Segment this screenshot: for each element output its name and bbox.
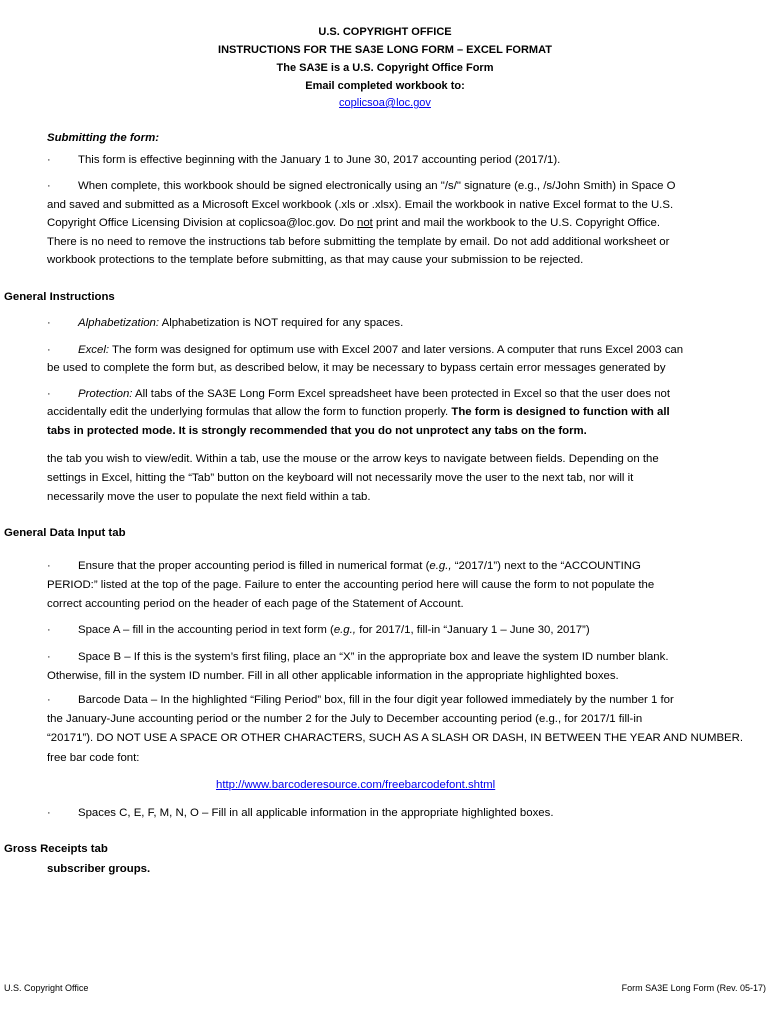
data-p1-line1	[78, 559, 641, 573]
excel-line2: be used to complete the form but, as described below, it may be necessary to bypass certain error messages generated by	[47, 362, 666, 374]
data-p2a: Space A – fill in the accounting period in text form (	[78, 624, 334, 636]
data-p3-line1: Space B – If this is the system’s first filing, place an “X” in the appropriate box and leave the system ID number blank.	[78, 651, 669, 663]
submitting-p2-l1: When complete, this workbook should be signed electronically using an "/s/" signature (e.g., /s/John Smith) in Space O	[78, 180, 676, 192]
data-p2b: for 2017/1, fill-in “January 1 – June 30, 2017”)	[355, 624, 590, 636]
general-heading: General Instructions	[4, 291, 115, 303]
bullet-icon: ·	[47, 624, 51, 636]
excel-label: Excel:	[78, 344, 110, 356]
alpha-line	[78, 316, 403, 330]
protection-line2	[47, 405, 670, 419]
protection-l2b: The form is designed to function with all	[451, 406, 670, 418]
protection-line1	[78, 387, 670, 401]
barcode-font-link[interactable]: http://www.barcoderesource.com/freebarcodefont.shtml	[216, 779, 496, 791]
bullet-icon: ·	[47, 807, 51, 819]
submitting-p2-l4: There is no need to remove the instructions tab before submitting the template by email. Do not add additional worksheet or	[47, 236, 670, 248]
submitting-p1: This form is effective beginning with the January 1 to June 30, 2017 accounting period (2017/1).	[78, 154, 561, 166]
protection-text: All tabs of the SA3E Long Form Excel spreadsheet have been protected in Excel so that the user does not	[132, 388, 671, 400]
header-email-label: Email completed workbook to:	[305, 80, 465, 92]
data-p1-line2: PERIOD:” listed at the top of the page. Failure to enter the accounting period here will cause the form to not populate the	[47, 579, 655, 591]
data-p2-eg: e.g.,	[333, 624, 356, 636]
bullet-icon: ·	[47, 317, 51, 329]
data-p5-line: Spaces C, E, F, M, N, O – Fill in all applicable information in the appropriate highlighted boxes.	[78, 807, 554, 819]
alpha-text: Alphabetization is NOT required for any spaces.	[159, 317, 404, 329]
header-subtitle: The SA3E is a U.S. Copyright Office Form	[276, 62, 494, 74]
excel-line1	[78, 343, 683, 357]
data-p1-eg: e.g.,	[429, 560, 452, 572]
data-p4-line4: free bar code font:	[47, 752, 140, 764]
footer-right: Form SA3E Long Form (Rev. 05-17)	[621, 983, 766, 993]
submitting-not: not	[356, 217, 373, 229]
tab-line2: settings in Excel, hitting the “Tab” button on the keyboard will not necessarily move the user to the next tab, nor will it	[47, 472, 634, 484]
submitting-p2-l5: workbook protections to the template before submitting, as that may cause your submission to be rejected.	[47, 254, 584, 266]
bullet-icon: ·	[47, 180, 51, 192]
submitting-p2-l3	[47, 216, 660, 230]
footer-left: U.S. Copyright Office	[4, 983, 89, 993]
submitting-p2-l3b: print and mail the workbook to the U.S. Copyright Office.	[372, 217, 661, 229]
data-p1-line3: correct accounting period on the header of each page of the Statement of Account.	[47, 598, 464, 610]
bullet-icon: ·	[47, 388, 51, 400]
data-p1-l1b: “2017/1”) next to the “ACCOUNTING	[451, 560, 641, 572]
submitting-heading: Submitting the form:	[47, 132, 159, 144]
data-p2-line	[78, 623, 590, 637]
bullet-icon: ·	[47, 154, 51, 166]
bullet-icon: ·	[47, 560, 51, 572]
tab-line1: the tab you wish to view/edit. Within a tab, use the mouse or the arrow keys to navigate between fields. Depending on the	[47, 453, 659, 465]
data-p4-line2: the January-June accounting period or the number 2 for the July to December accounting period (e.g., for 2017/1 fill-in	[47, 713, 643, 725]
gross-heading: Gross Receipts tab	[4, 843, 108, 855]
data-p4-line1: Barcode Data – In the highlighted “Filing Period” box, fill in the four digit year followed immediately by the number 1 for	[78, 694, 674, 706]
data-p3-line2: Otherwise, fill in the system ID number. Fill in all other applicable information in the appropriate highlighted boxes.	[47, 670, 619, 682]
bullet-icon: ·	[47, 344, 51, 356]
gross-sub: subscriber groups.	[47, 863, 151, 875]
excel-text: The form was designed for optimum use with Excel 2007 and later versions. A computer that runs Excel 2003 can	[109, 344, 684, 356]
data-input-heading: General Data Input tab	[4, 527, 126, 539]
bullet-icon: ·	[47, 694, 51, 706]
data-p4-line3: “20171”). DO NOT USE A SPACE OR OTHER CHARACTERS, SUCH AS A SLASH OR DASH, IN BETWEEN THE YEAR AND NUMBER.	[47, 732, 744, 744]
submitting-p2-l2: and saved and submitted as a Microsoft Excel workbook (.xls or .xlsx). Email the workbook in native Excel format to the U.S.	[47, 199, 674, 211]
tab-line3: necessarily move the user to populate the next field within a tab.	[47, 491, 371, 503]
data-p1-l1a: Ensure that the proper accounting period is filled in numerical format (	[78, 560, 430, 572]
bullet-icon: ·	[47, 651, 51, 663]
protection-l2a: accidentally edit the underlying formulas that allow the form to function properly.	[47, 406, 452, 418]
protection-label: Protection:	[78, 388, 133, 400]
protection-line3: tabs in protected mode. It is strongly recommended that you do not unprotect any tabs on the form.	[47, 425, 587, 437]
header-email-link[interactable]: coplicsoa@loc.gov	[339, 97, 431, 109]
submitting-p2-l3a: Copyright Office Licensing Division at coplicsoa@loc.gov. Do	[47, 217, 357, 229]
header-title: INSTRUCTIONS FOR THE SA3E LONG FORM – EXCEL FORMAT	[218, 44, 552, 56]
alpha-label: Alphabetization:	[78, 317, 160, 329]
header-office: U.S. COPYRIGHT OFFICE	[318, 26, 452, 38]
